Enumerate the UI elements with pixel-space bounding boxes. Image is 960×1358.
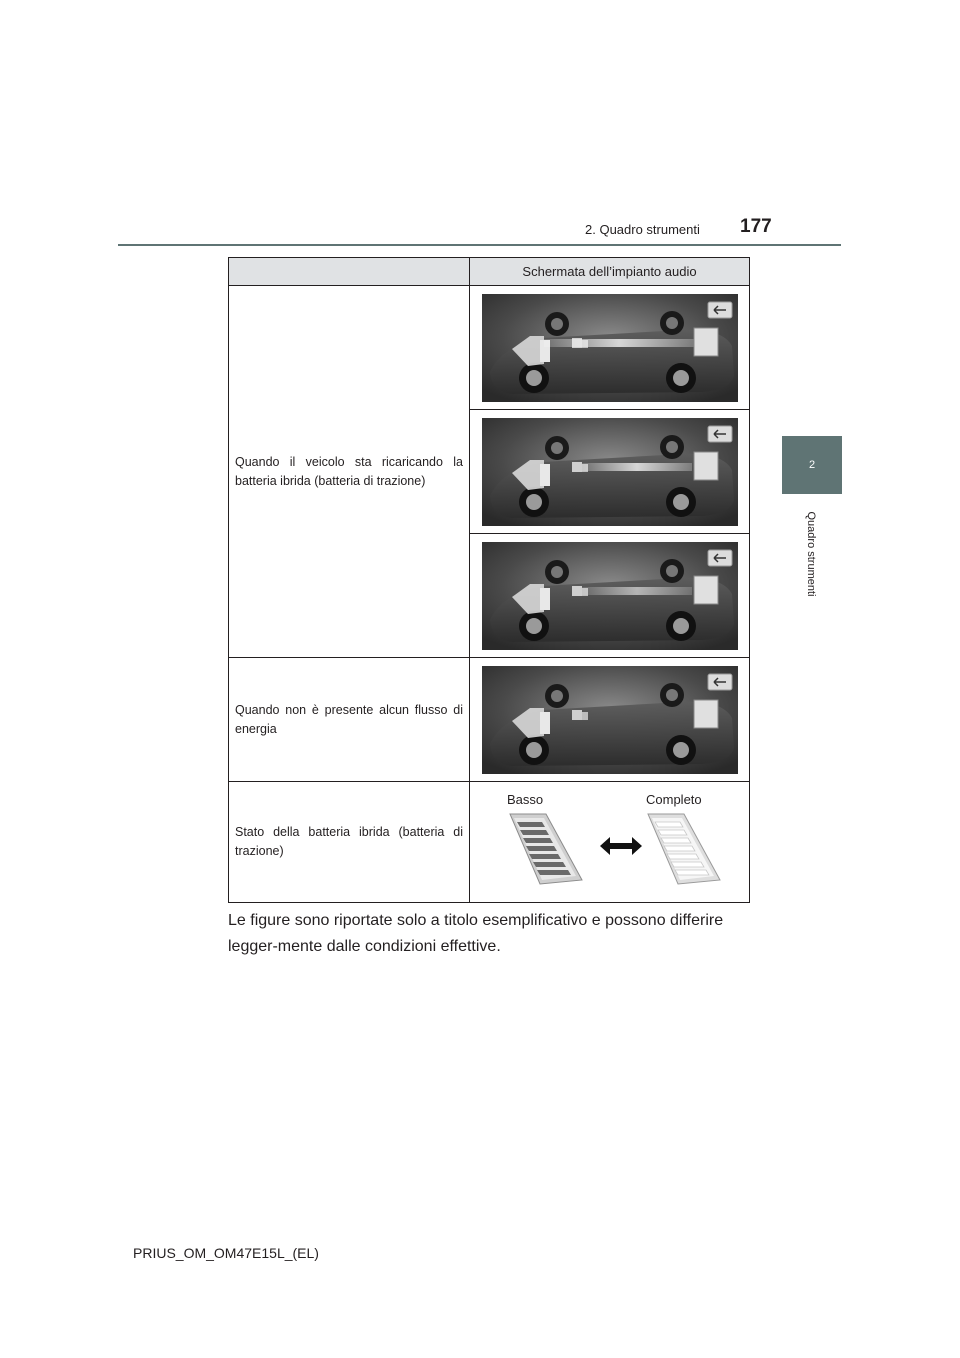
- header-rule: [118, 244, 841, 246]
- header-section-title: 2. Quadro strumenti: [585, 222, 700, 237]
- chapter-number: 2: [808, 459, 816, 471]
- no-flow-screen: [470, 658, 750, 782]
- page-number: 177: [740, 216, 772, 237]
- battery-low-icon: [506, 810, 586, 888]
- back-icon: [708, 426, 732, 442]
- battery-low-label: Basso: [507, 792, 544, 807]
- back-icon: [708, 302, 732, 318]
- charging-screen-1: [470, 286, 750, 410]
- car-energy-flow-image: [482, 542, 738, 650]
- battery-full-label: Completo: [646, 792, 702, 807]
- battery-state-cell: [470, 782, 750, 903]
- document-code: PRIUS_OM_OM47E15L_(EL): [133, 1245, 319, 1261]
- car-energy-flow-image: [482, 418, 738, 526]
- row-desc-no-flow: Quando non è presente alcun flusso di energia: [229, 658, 470, 782]
- charging-screen-2: [470, 410, 750, 534]
- back-icon: [708, 550, 732, 566]
- car-energy-flow-image: [482, 294, 738, 402]
- chapter-label: Quadro strumenti: [805, 511, 817, 597]
- table-header-empty: [229, 258, 470, 286]
- charging-screen-3: [470, 534, 750, 658]
- battery-full-icon: [644, 810, 724, 888]
- row-desc-charging: Quando il veicolo sta ricaricando la batteria ibrida (batteria di trazione): [229, 286, 470, 658]
- table-header-audio-screen: Schermata dell’impianto audio: [470, 258, 750, 286]
- energy-monitor-table: [228, 257, 750, 903]
- back-icon: [708, 674, 732, 690]
- footnote: Le figure sono riportate solo a titolo esemplificativo e possono differire legger-mente dalle condizioni effettive.: [228, 912, 724, 955]
- car-energy-flow-image: [482, 666, 738, 774]
- chapter-tab: [782, 436, 842, 494]
- row-desc-battery-state: Stato della batteria ibrida (batteria di trazione): [229, 782, 470, 903]
- double-arrow-icon: [598, 834, 644, 858]
